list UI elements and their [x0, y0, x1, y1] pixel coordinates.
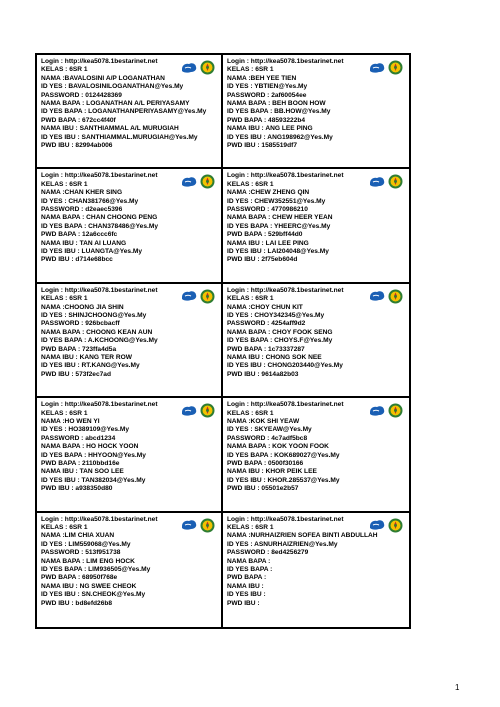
card-pwd-bapa: PWD BAPA : 672cc4f40f — [41, 116, 116, 124]
card-nama-bapa: NAMA BAPA : CHOY FOOK SENG — [227, 328, 333, 336]
card-pwd-ibu: PWD IBU : bd8efd26b8 — [41, 599, 113, 607]
school-seal-logo-icon — [200, 60, 215, 75]
card-id-yes-bapa: ID YES BAPA : LIM936505@Yes.My — [41, 566, 151, 574]
card-pwd-ibu: PWD IBU : 05501e2b57 — [227, 485, 299, 493]
login-card — [37, 398, 223, 512]
card-id-yes-ibu: ID YES IBU : TAN382034@Yes.My — [41, 476, 146, 484]
card-nama: NAMA :KOK SHI YEAW — [227, 418, 300, 425]
card-pwd-bapa: PWD BAPA : 48593222b4 — [227, 116, 306, 124]
card-nama: NAMA :CHOONG JIA SHIN — [41, 303, 124, 311]
card-id-yes-ibu: ID YES IBU : — [227, 591, 266, 599]
card-kelas: KELAS : 6SR 1 — [227, 295, 274, 303]
card-id-yes: ID YES : CHAN381766@Yes.My — [41, 197, 139, 205]
card-id-yes-bapa: ID YES BAPA : HHYOON@Yes.My — [41, 451, 146, 459]
school-seal-logo-icon — [388, 518, 403, 533]
card-nama-ibu: NAMA IBU : CHONG SOK NEE — [227, 354, 322, 362]
card-pwd-ibu: PWD IBU : a938350d80 — [41, 485, 113, 493]
card-login-url: Login : http://kea5078.1bestarinet.net — [227, 58, 344, 65]
card-login-url: Login : http://kea5078.1bestarinet.net — [41, 172, 158, 180]
card-pwd-ibu: PWD IBU : 2f75eb604d — [227, 256, 298, 264]
login-card — [223, 169, 409, 283]
yes-cloud-logo-icon — [180, 290, 198, 302]
login-card-sheet — [35, 53, 411, 629]
card-nama: NAMA :BEH YEE TIEN — [227, 74, 297, 82]
card-nama: NAMA :HO WEN YI — [41, 418, 100, 425]
card-id-yes-bapa: ID YES BAPA : CHAN378486@Yes.My — [41, 222, 158, 230]
card-kelas: KELAS : 6SR 1 — [41, 409, 88, 417]
card-nama: NAMA :CHEW ZHENG QIN — [227, 189, 310, 197]
card-logos — [180, 60, 215, 75]
card-login-url: Login : http://kea5078.1bestarinet.net — [41, 286, 158, 294]
card-kelas: KELAS : 6SR 1 — [41, 66, 88, 74]
yes-cloud-logo-icon — [180, 176, 198, 188]
card-pwd-bapa: PWD BAPA : 0500f30166 — [227, 460, 304, 468]
card-login-url: Login : http://kea5078.1bestarinet.net — [227, 401, 344, 409]
card-kelas: KELAS : 6SR 1 — [41, 180, 88, 188]
school-seal-logo-icon — [200, 174, 215, 189]
card-nama-bapa: NAMA BAPA : KOK YOON FOOK — [227, 443, 329, 451]
card-pwd-bapa: PWD BAPA : 12a6ccc6fc — [41, 231, 118, 239]
card-nama-ibu: NAMA IBU : TAN AI LUANG — [41, 239, 127, 247]
login-card — [223, 398, 409, 512]
card-id-yes-ibu: ID YES IBU : KHOR.285537@Yes.My — [227, 476, 340, 484]
card-id-yes-ibu: ID YES IBU : LAI204048@Yes.My — [227, 248, 329, 256]
school-seal-logo-icon — [200, 518, 215, 533]
card-password: PASSWORD : 4254aff9d2 — [227, 320, 306, 328]
card-logos — [180, 403, 215, 418]
card-password: PASSWORD : d2eaec5396 — [41, 206, 123, 214]
card-nama-ibu: NAMA IBU : LAI LEE PING — [227, 239, 309, 247]
card-id-yes-bapa: ID YES BAPA : A.KCHOONG@Yes.My — [41, 337, 158, 345]
card-id-yes-ibu: ID YES IBU : LUANGTA@Yes.My — [41, 248, 143, 256]
card-logos — [368, 289, 403, 304]
card-nama-bapa: NAMA BAPA : LOGANATHAN A/L PERIYASAMY — [41, 100, 190, 108]
card-id-yes: ID YES : LIM559068@Yes.My — [41, 540, 131, 548]
card-id-yes: ID YES : YBTIEN@Yes.My — [227, 83, 308, 91]
card-login-url: Login : http://kea5078.1bestarinet.net — [41, 401, 158, 409]
card-kelas: KELAS : 6SR 1 — [227, 524, 274, 531]
card-id-yes: ID YES : SKYEAW@Yes.My — [227, 426, 312, 434]
card-kelas: KELAS : 6SR 1 — [41, 295, 88, 303]
card-nama-ibu: NAMA IBU : NG SWEE CHEOK — [41, 582, 137, 590]
yes-cloud-logo-icon — [368, 176, 386, 188]
card-id-yes-bapa: ID YES BAPA : LOGANATHANPERIYASAMY@Yes.My — [41, 108, 207, 116]
card-nama: NAMA :BAVALOSINI A/P LOGANATHAN — [41, 74, 165, 82]
card-nama-bapa: NAMA BAPA : CHAN CHOONG PENG — [41, 214, 158, 222]
card-nama-ibu: NAMA IBU : — [227, 582, 264, 590]
card-password: PASSWORD : 2af60054ee — [227, 91, 307, 99]
card-nama-ibu: NAMA IBU : KHOR PEIK LEE — [227, 468, 317, 476]
card-pwd-ibu: PWD IBU : 573f2ec7ad — [41, 370, 111, 378]
card-id-yes: ID YES : HO389109@Yes.My — [41, 426, 130, 434]
card-nama-bapa: NAMA BAPA : BEH BOON HOW — [227, 100, 326, 108]
card-nama-ibu: NAMA IBU : ANG LEE PING — [227, 125, 313, 133]
card-password: PASSWORD : 4770986210 — [227, 206, 308, 214]
card-pwd-bapa: PWD BAPA : 1c73337287 — [227, 345, 305, 353]
card-logos — [180, 174, 215, 189]
yes-cloud-logo-icon — [180, 405, 198, 417]
card-password: PASSWORD : 8ed4256279 — [227, 549, 309, 557]
card-kelas: KELAS : 6SR 1 — [227, 180, 274, 188]
card-kelas: KELAS : 6SR 1 — [227, 409, 274, 417]
card-id-yes: ID YES : CHEW352551@Yes.My — [227, 197, 326, 205]
card-pwd-ibu: PWD IBU : d714e68bcc — [41, 256, 113, 264]
card-pwd-ibu: PWD IBU : 82994ab006 — [41, 142, 113, 150]
card-pwd-bapa: PWD BAPA : 68950f768e — [41, 574, 118, 582]
card-logos — [368, 60, 403, 75]
card-pwd-ibu: PWD IBU : 1585519df7 — [227, 142, 297, 150]
yes-cloud-logo-icon — [180, 62, 198, 74]
yes-cloud-logo-icon — [368, 290, 386, 302]
card-login-url: Login : http://kea5078.1bestarinet.net — [41, 515, 158, 523]
card-nama: NAMA :LIM CHIA XUAN — [41, 532, 115, 540]
card-password: PASSWORD : abcd1234 — [41, 434, 116, 442]
login-card — [223, 284, 409, 398]
card-login-url: Login : http://kea5078.1bestarinet.net — [227, 172, 344, 180]
card-nama-ibu: NAMA IBU : SANTHIAMMAL A/L MURUGIAH — [41, 125, 179, 133]
school-seal-logo-icon — [388, 60, 403, 75]
card-nama: NAMA :NURHAIZRIEN SOFEA BINTI ABDULLAH — [227, 532, 378, 540]
card-kelas: KELAS : 6SR 1 — [41, 524, 88, 531]
login-card — [37, 55, 223, 169]
yes-cloud-logo-icon — [368, 519, 386, 531]
card-pwd-bapa: PWD BAPA : 2110bbd16e — [41, 460, 120, 468]
school-seal-logo-icon — [388, 403, 403, 418]
card-id-yes-ibu: ID YES IBU : RT.KANG@Yes.My — [41, 362, 140, 370]
card-nama-bapa: NAMA BAPA : — [227, 557, 271, 565]
login-card — [37, 513, 223, 627]
card-nama-ibu: NAMA IBU : KANG TER ROW — [41, 354, 132, 362]
card-id-yes-bapa: ID YES BAPA : — [227, 566, 273, 574]
card-nama-bapa: NAMA BAPA : LIM ENG HOCK — [41, 557, 135, 565]
card-logos — [368, 174, 403, 189]
card-pwd-ibu: PWD IBU : 9614a82b03 — [227, 370, 299, 378]
card-id-yes-bapa: ID YES BAPA : YHEERC@Yes.My — [227, 222, 331, 230]
card-kelas: KELAS : 6SR 1 — [227, 66, 274, 74]
card-id-yes: ID YES : SHINJCHOONG@Yes.My — [41, 312, 147, 320]
school-seal-logo-icon — [200, 403, 215, 418]
card-pwd-ibu: PWD IBU : — [227, 599, 260, 607]
yes-cloud-logo-icon — [368, 405, 386, 417]
card-id-yes: ID YES : ASNURHAIZRIEN@Yes.My — [227, 540, 338, 548]
card-password: PASSWORD : 4c7adf5bc8 — [227, 434, 308, 442]
card-nama-ibu: NAMA IBU : TAN SOO LEE — [41, 468, 124, 476]
page-number: 1 — [455, 683, 460, 692]
card-logos — [180, 518, 215, 533]
card-nama-bapa: NAMA BAPA : CHOONG KEAN AUN — [41, 328, 153, 336]
school-seal-logo-icon — [200, 289, 215, 304]
login-card — [37, 284, 223, 398]
card-id-yes-ibu: ID YES IBU : ANG198962@Yes.My — [227, 133, 333, 141]
school-seal-logo-icon — [388, 289, 403, 304]
card-nama-bapa: NAMA BAPA : HO HOCK YOON — [41, 443, 139, 451]
card-pwd-bapa: PWD BAPA : — [227, 574, 267, 582]
card-id-yes: ID YES : CHOY342345@Yes.My — [227, 312, 325, 320]
card-password: PASSWORD : 513f951738 — [41, 549, 121, 557]
card-id-yes: ID YES : BAVALOSINILOGANATHAN@Yes.My — [41, 83, 184, 91]
yes-cloud-logo-icon — [180, 519, 198, 531]
card-logos — [368, 403, 403, 418]
card-login-url: Login : http://kea5078.1bestarinet.net — [227, 286, 344, 294]
login-card — [223, 513, 409, 627]
card-id-yes-bapa: ID YES BAPA : KOK689027@Yes.My — [227, 451, 340, 459]
card-id-yes-ibu: ID YES IBU : SANTHIAMMAL.MURUGIAH@Yes.My — [41, 133, 198, 141]
card-logos — [180, 289, 215, 304]
card-nama-bapa: NAMA BAPA : CHEW HEER YEAN — [227, 214, 333, 222]
card-id-yes-ibu: ID YES IBU : SN.CHEOK@Yes.My — [41, 591, 146, 599]
card-pwd-bapa: PWD BAPA : 529bff44d0 — [227, 231, 303, 239]
card-nama: NAMA :CHOY CHUN KIT — [227, 303, 303, 311]
school-seal-logo-icon — [388, 174, 403, 189]
login-card — [37, 169, 223, 283]
card-login-url: Login : http://kea5078.1bestarinet.net — [227, 515, 344, 523]
card-password: PASSWORD : 0124428369 — [41, 91, 122, 99]
card-password: PASSWORD : 926bcbacff — [41, 320, 120, 328]
card-id-yes-bapa: ID YES BAPA : BB.HOW@Yes.My — [227, 108, 331, 116]
yes-cloud-logo-icon — [368, 62, 386, 74]
card-pwd-bapa: PWD BAPA : 723ffa4d5a — [41, 345, 117, 353]
card-id-yes-bapa: ID YES BAPA : CHOYS.F@Yes.My — [227, 337, 333, 345]
card-logos — [368, 518, 403, 533]
card-id-yes-ibu: ID YES IBU : CHONG203440@Yes.My — [227, 362, 343, 370]
card-nama: NAMA :CHAN KHER SING — [41, 189, 123, 197]
card-login-url: Login : http://kea5078.1bestarinet.net — [41, 58, 158, 65]
login-card — [223, 55, 409, 169]
